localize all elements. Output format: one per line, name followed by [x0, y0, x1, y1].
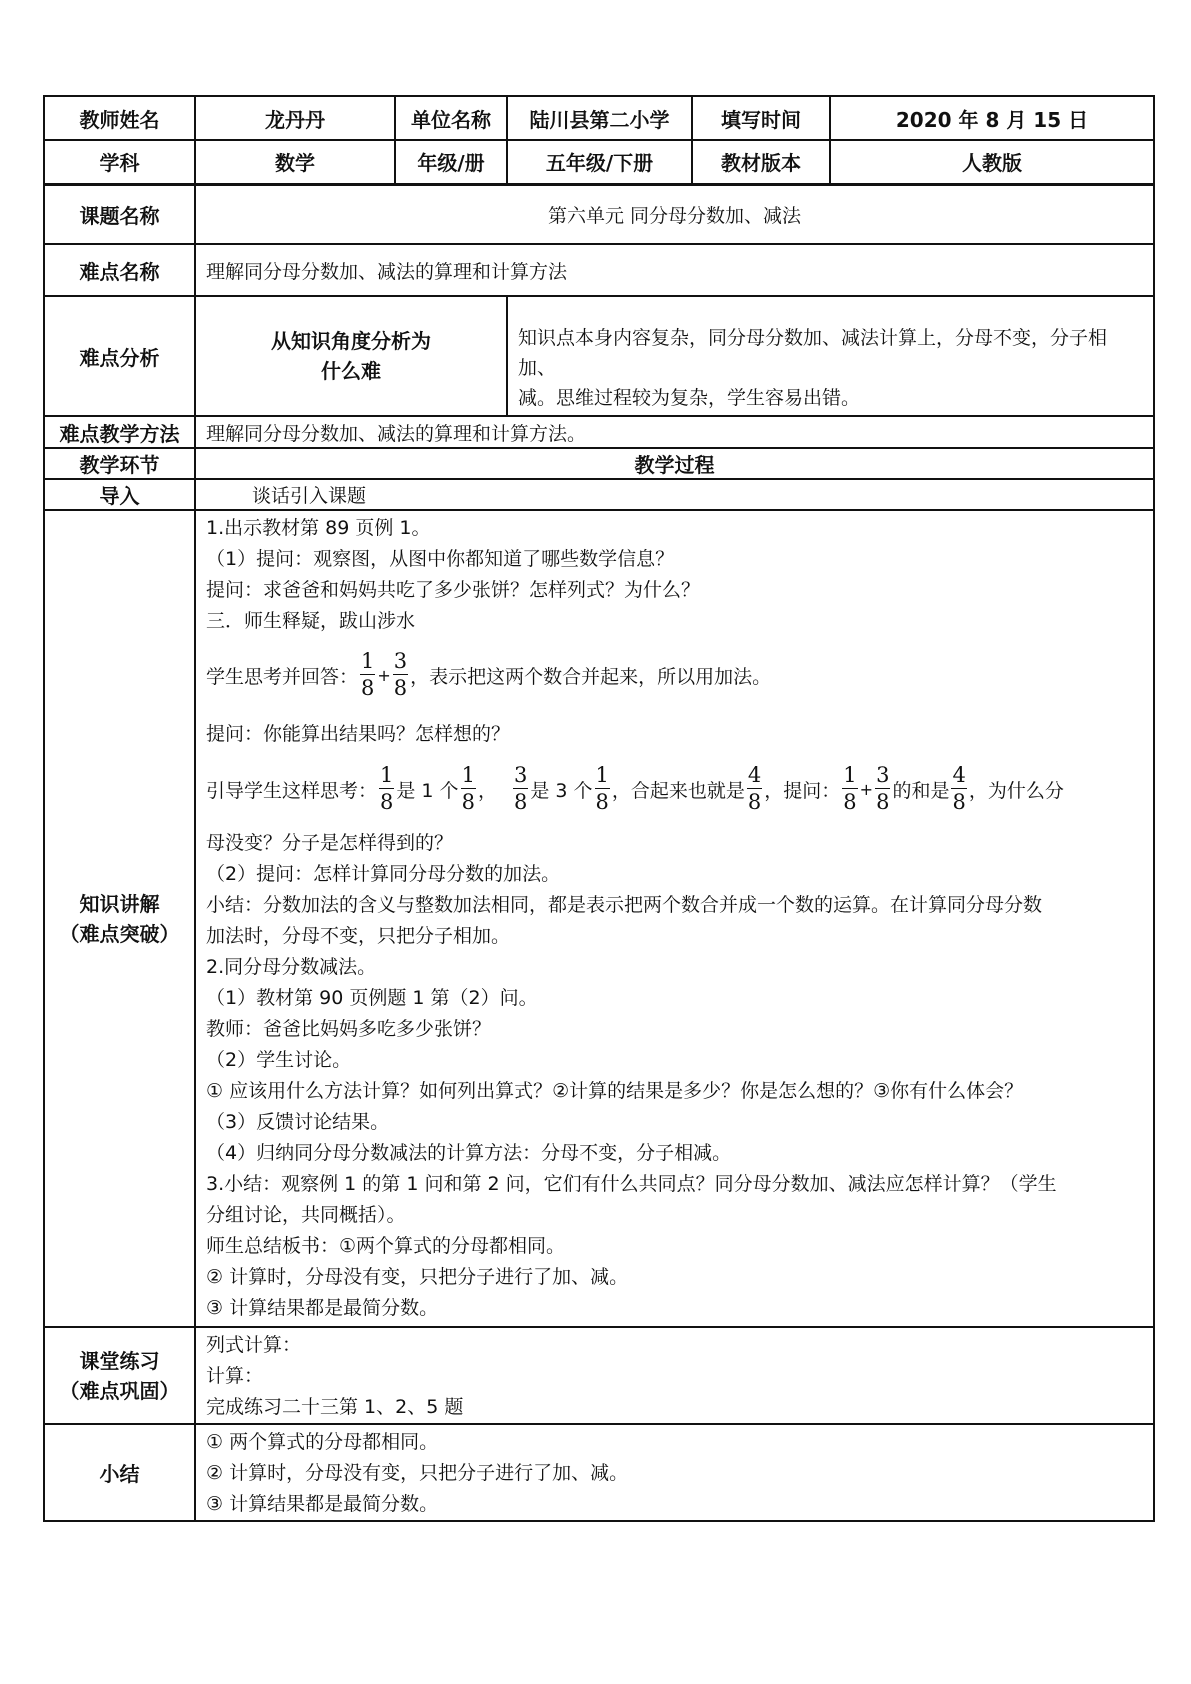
summary-label: 小结: [44, 1424, 195, 1521]
date-label: 填写时间: [692, 96, 830, 140]
guided-text: ，提问：: [764, 779, 841, 802]
student-answer-prefix: 学生思考并回答：: [206, 665, 359, 688]
intro-value: 谈话引入课题: [195, 479, 1154, 510]
knowledge-label-line-1: 知识讲解: [79, 891, 160, 916]
knowledge-label-line-2: （难点突破）: [59, 921, 180, 946]
knowledge-content: [195, 510, 1154, 1327]
fraction-four-eighths: $\frac{4}{8}$: [747, 763, 762, 814]
guided-text: 引导学生这样思考：: [206, 779, 378, 802]
fraction-four-eighths: $\frac{4}{8}$: [952, 763, 966, 814]
fraction-one-eighth: $\frac{1}{8}$: [595, 763, 609, 814]
knowledge-line: （3）反馈讨论结果。: [206, 1111, 390, 1133]
guided-thinking-line: [206, 750, 1143, 828]
fraction-one-eighth: $\frac{1}{8}$: [843, 763, 857, 814]
knowledge-label: [44, 510, 195, 1327]
practice-line: 完成练习二十三第 1、2、5 题: [206, 1396, 464, 1418]
knowledge-line: ① 应该用什么方法计算？如何列出算式？②计算的结果是多少？你是怎么想的？③你有什么体会？: [206, 1080, 1024, 1102]
difficulty-row: [44, 244, 1154, 296]
knowledge-line: 加法时，分母不变，只把分子相加。: [206, 925, 511, 947]
edition-label: 教材版本: [692, 140, 830, 184]
fraction-three-eighths: $\frac{3}{8}$: [876, 763, 890, 814]
knowledge-line: 母没变？分子是怎样得到的？: [206, 832, 454, 854]
practice-label-line-1: 课堂练习: [79, 1348, 160, 1373]
process-header-right: 教学过程: [195, 448, 1154, 479]
knowledge-line: 分组讨论，共同概括）。: [206, 1204, 406, 1226]
fraction-three-eighths: $\frac{3}{8}$: [513, 763, 528, 814]
analysis-label: 难点分析: [44, 296, 195, 416]
intro-row: [44, 479, 1154, 510]
subject-value: 数学: [195, 140, 395, 184]
knowledge-line: 1.出示教材第 89 页例 1。: [206, 517, 431, 539]
edition-value: 人教版: [830, 140, 1154, 184]
unit-label: 单位名称: [395, 96, 507, 140]
student-answer-line: [206, 637, 1143, 713]
student-answer-suffix: ，表示把这两个数合并起来，所以用加法。: [410, 665, 772, 688]
practice-line: 列式计算：: [206, 1334, 302, 1356]
summary-line: ③ 计算结果都是最简分数。: [206, 1493, 439, 1515]
practice-line: 计算：: [206, 1365, 264, 1387]
process-header-left: 教学环节: [44, 448, 195, 479]
difficulty-label: 难点名称: [44, 244, 195, 296]
header-row-2: [44, 140, 1154, 184]
process-header-row: [44, 448, 1154, 479]
method-value: 理解同分母分数加、减法的算理和计算方法。: [195, 416, 1154, 448]
knowledge-line: （4）归纳同分母分数减法的计算方法：分母不变，分子相减。: [206, 1142, 732, 1164]
knowledge-line: （1）提问：观察图，从图中你都知道了哪些数学信息？: [206, 548, 675, 570]
unit-value: 陆川县第二小学: [507, 96, 692, 140]
knowledge-line: 3.小结：观察例 1 的第 1 问和第 2 问，它们有什么共同点？同分母分数加、减法应怎样计算？（学生: [206, 1173, 1057, 1195]
knowledge-line: （1）教材第 90 页例题 1 第（2）问。: [206, 987, 538, 1009]
subject-label: 学科: [44, 140, 195, 184]
topic-value: 第六单元 同分母分数加、减法: [195, 184, 1154, 244]
summary-line: ② 计算时，分母没有变，只把分子进行了加、减。: [206, 1462, 629, 1484]
knowledge-line: （2）提问：怎样计算同分母分数的加法。: [206, 863, 561, 885]
guided-text: 的和是: [892, 779, 950, 802]
analysis-text: [507, 296, 1154, 416]
knowledge-line: 师生总结板书：①两个算式的分母都相同。: [206, 1235, 566, 1257]
knowledge-line: 三．师生释疑，跋山涉水: [206, 610, 416, 632]
lesson-plan-table: [43, 95, 1155, 1522]
practice-content: [195, 1327, 1154, 1424]
method-label: 难点教学方法: [44, 416, 195, 448]
topic-row: [44, 184, 1154, 244]
knowledge-line: 小结：分数加法的含义与整数加法相同，都是表示把两个数合并成一个数的运算。在计算同分母分数: [206, 894, 1043, 916]
knowledge-line: 提问：你能算出结果吗？怎样想的？: [206, 723, 511, 745]
header-row-1: [44, 96, 1154, 140]
difficulty-value: 理解同分母分数加、减法的算理和计算方法: [195, 244, 1154, 296]
knowledge-line: 提问：求爸爸和妈妈共吃了多少张饼？怎样列式？为什么？: [206, 579, 701, 601]
analysis-sublabel-line-2: 什么难: [321, 359, 381, 383]
guided-text: ，为什么分: [968, 779, 1064, 802]
grade-label: 年级/册: [395, 140, 507, 184]
topic-label: 课题名称: [44, 184, 195, 244]
practice-label: [44, 1327, 195, 1424]
knowledge-line: 教师：爸爸比妈妈多吃多少张饼？: [206, 1018, 492, 1040]
analysis-text-line-1: 知识点本身内容复杂，同分母分数加、减法计算上，分母不变，分子相加、: [518, 327, 1108, 379]
analysis-sublabel-line-1: 从知识角度分析为: [271, 329, 431, 353]
summary-content: [195, 1424, 1154, 1521]
knowledge-line: （2）学生讨论。: [206, 1049, 352, 1071]
method-row: [44, 416, 1154, 448]
lesson-plan-page: [43, 95, 1153, 1522]
guided-text: 是 3 个: [530, 779, 593, 802]
analysis-text-line-2: 减。思维过程较为复杂，学生容易出错。: [518, 387, 861, 409]
practice-row: [44, 1327, 1154, 1424]
knowledge-line: ③ 计算结果都是最简分数。: [206, 1297, 439, 1319]
guided-text: 是 1 个: [396, 779, 459, 802]
plus-sign: +: [377, 665, 391, 685]
summary-line: ① 两个算式的分母都相同。: [206, 1431, 439, 1453]
summary-row: [44, 1424, 1154, 1521]
date-value: 2020 年 8 月 15 日: [830, 96, 1154, 140]
plus-sign: +: [859, 779, 874, 799]
knowledge-line: 2.同分母分数减法。: [206, 956, 377, 978]
practice-label-line-2: （难点巩固）: [59, 1378, 180, 1403]
guided-text: ，: [477, 779, 497, 802]
teacher-label: 教师姓名: [44, 96, 195, 140]
grade-value: 五年级/下册: [507, 140, 692, 184]
analysis-row: [44, 296, 1154, 416]
teacher-value: 龙丹丹: [195, 96, 395, 140]
fraction-one-eighth: $\frac{1}{8}$: [361, 649, 375, 700]
fraction-one-eighth: $\frac{1}{8}$: [461, 763, 475, 814]
analysis-sublabel: [195, 296, 507, 416]
knowledge-line: ② 计算时，分母没有变，只把分子进行了加、减。: [206, 1266, 629, 1288]
intro-label: 导入: [44, 479, 195, 510]
knowledge-row: [44, 510, 1154, 1327]
fraction-three-eighths: $\frac{3}{8}$: [393, 649, 408, 700]
guided-text: ，合起来也就是: [611, 779, 745, 802]
fraction-one-eighth: $\frac{1}{8}$: [380, 763, 394, 814]
